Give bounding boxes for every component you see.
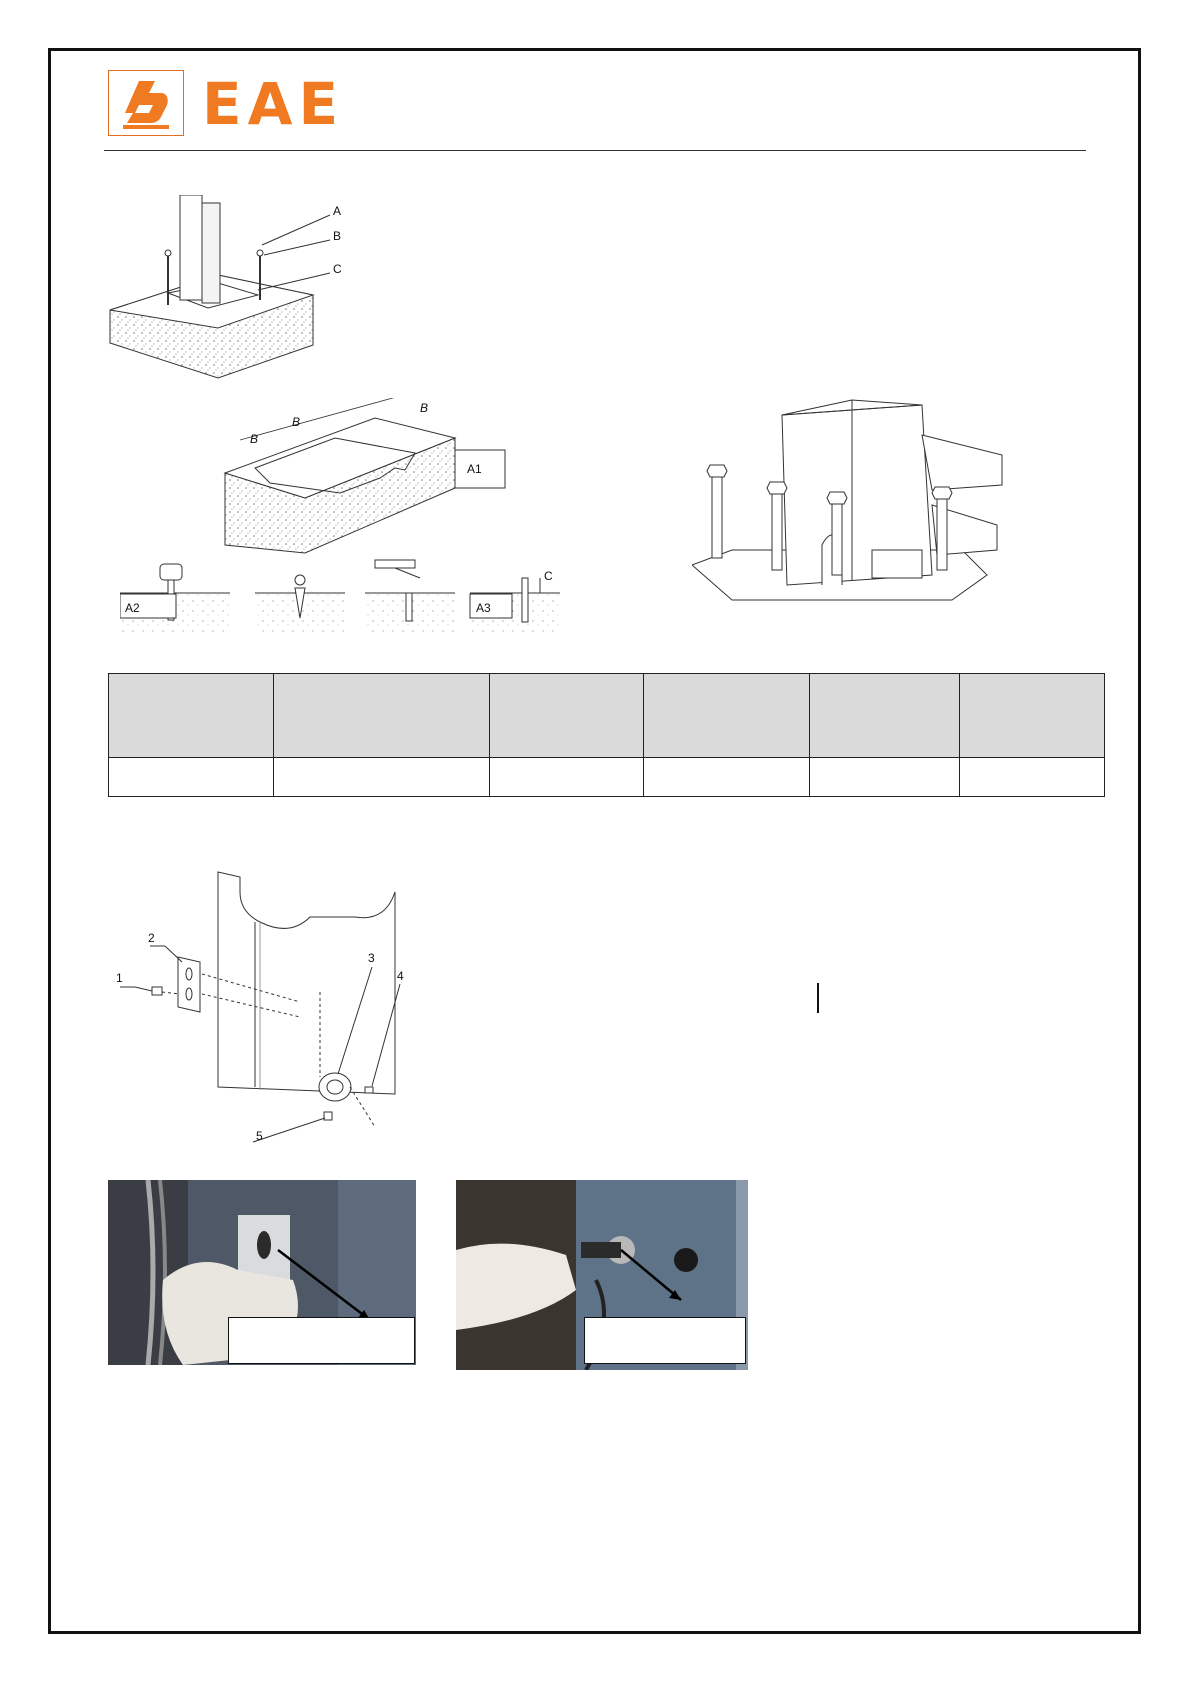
table-cell — [644, 758, 810, 797]
part-callout-5: 5 — [256, 1129, 263, 1143]
table-cell — [109, 758, 274, 797]
table-cell — [810, 758, 960, 797]
height-label-a1: A1 — [467, 462, 482, 476]
photo-caption-left — [228, 1317, 415, 1364]
part-callout-4: 4 — [397, 969, 404, 983]
label-a2: A2 — [125, 601, 140, 615]
label-a3: A3 — [476, 601, 491, 615]
table-header-cell — [109, 674, 274, 758]
part-callout-2: 2 — [148, 931, 155, 945]
photo-switch-install — [456, 1180, 748, 1370]
label-c: C — [544, 569, 553, 583]
photo-bracket-install — [108, 1180, 416, 1365]
part-callout-3: 3 — [368, 951, 375, 965]
callout-b: B — [333, 229, 342, 243]
logo-wordmark: EAE — [202, 70, 345, 138]
header-divider — [104, 150, 1086, 151]
table-header-cell — [810, 674, 960, 758]
table-cell — [274, 758, 490, 797]
callout-c: C — [333, 262, 342, 276]
dim-b-1: B — [250, 432, 259, 446]
text-cursor — [817, 983, 819, 1013]
column-base-diagram — [108, 195, 348, 380]
base-plate-bolts-diagram — [692, 395, 1017, 635]
specification-table — [108, 673, 1105, 797]
table-header-cell — [644, 674, 810, 758]
part-callout-1: 1 — [116, 971, 123, 985]
dim-b-3: B — [420, 401, 429, 415]
anchor-install-steps — [120, 558, 560, 633]
table-header-cell — [960, 674, 1105, 758]
callout-a: A — [333, 204, 342, 218]
table-row — [109, 758, 1105, 797]
table-header-cell — [274, 674, 490, 758]
table-cell — [490, 758, 644, 797]
table-cell — [960, 758, 1105, 797]
dim-b-2: B — [292, 415, 301, 429]
exploded-parts-diagram — [110, 862, 450, 1152]
table-header-row — [109, 674, 1105, 758]
table-header-cell — [490, 674, 644, 758]
eae-logo-icon — [108, 70, 184, 136]
slab-dimension-diagram — [220, 398, 510, 558]
photo-caption-right — [584, 1317, 746, 1364]
